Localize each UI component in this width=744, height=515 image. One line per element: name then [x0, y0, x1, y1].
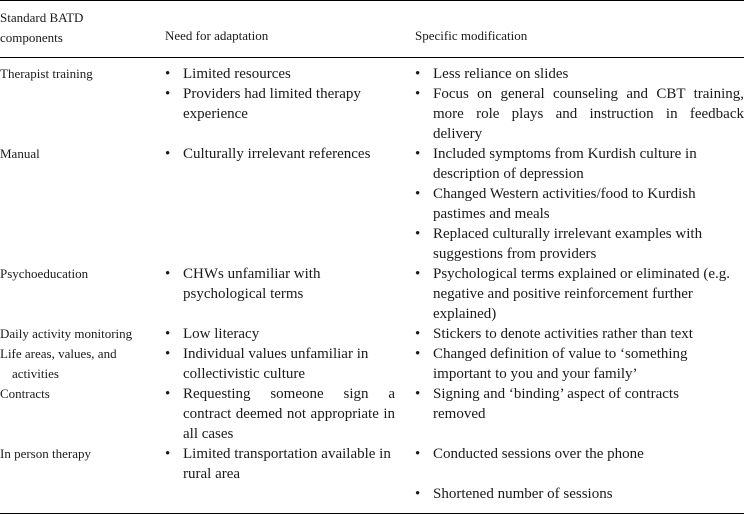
- modification-item: [415, 344, 733, 384]
- bullet: •: [415, 386, 421, 402]
- bullet: •: [415, 446, 421, 462]
- need-text: Individual values unfamiliar in collectivistic culture: [183, 346, 369, 382]
- bullet: •: [415, 186, 421, 202]
- modification-item: [415, 384, 715, 424]
- modification-item: [415, 144, 744, 184]
- modification-text: Less reliance on slides: [433, 66, 569, 82]
- need-item: [165, 64, 405, 84]
- header-components-line2: components: [0, 30, 63, 45]
- row-modifications: [415, 324, 744, 344]
- modification-item: [415, 84, 744, 144]
- modification-text: Changed definition of value to ‘something important to you and your family’: [433, 346, 688, 382]
- need-item: [165, 264, 365, 304]
- row-modifications: [415, 144, 744, 264]
- modification-text: Shortened number of sessions: [433, 486, 613, 502]
- need-item: [165, 84, 405, 124]
- row-needs: [165, 144, 405, 164]
- bullet: •: [165, 446, 171, 462]
- row-needs: [165, 344, 390, 384]
- bullet: •: [415, 266, 421, 282]
- row-component: Contracts: [0, 386, 50, 401]
- modification-text: Signing and ‘binding’ aspect of contracts removed: [433, 386, 679, 422]
- modification-text: Replaced culturally irrelevant examples with suggestions from providers: [433, 226, 703, 262]
- bullet: •: [165, 66, 171, 82]
- row-modifications: [415, 444, 744, 504]
- bullet: •: [415, 86, 421, 102]
- bullet: •: [415, 326, 421, 342]
- modification-text: Included symptoms from Kurdish culture in description of depression: [433, 146, 697, 182]
- modification-item: [415, 324, 744, 344]
- modification-item: [415, 264, 744, 324]
- row-modifications: [415, 64, 744, 144]
- row-component: Manual: [0, 146, 40, 161]
- modification-text: Stickers to denote activities rather than text: [433, 326, 693, 342]
- modification-item: [415, 184, 744, 224]
- modification-text: Conducted sessions over the phone: [433, 446, 644, 462]
- need-text: CHWs unfamiliar with psychological terms: [183, 266, 321, 302]
- row-needs: [165, 264, 365, 304]
- header-modification: Specific modification: [415, 28, 528, 43]
- modification-text: Psychological terms explained or eliminated (e.g. negative and positive reinforcement further explained): [433, 266, 730, 322]
- need-text: Requesting someone sign a contract deemed not appropriate in all cases: [183, 386, 395, 442]
- bullet: •: [415, 226, 421, 242]
- modification-text: Changed Western activities/food to Kurdish pastimes and meals: [433, 186, 696, 222]
- need-text: Low literacy: [183, 326, 260, 342]
- bullet: •: [415, 486, 421, 502]
- header-components: [0, 8, 150, 48]
- modification-item: [415, 484, 744, 504]
- modification-item: [415, 224, 744, 264]
- need-item: [165, 344, 390, 384]
- row-component: In person therapy: [0, 446, 91, 461]
- row-component: Therapist training: [0, 66, 93, 81]
- bullet: •: [165, 326, 171, 342]
- table-bottom-rule: [0, 513, 744, 514]
- header-components-line1: Standard BATD: [0, 10, 84, 25]
- need-text: Limited resources: [183, 66, 291, 82]
- row-component: Daily activity monitoring: [0, 326, 133, 341]
- row-modifications: [415, 264, 744, 324]
- need-item: [165, 144, 405, 164]
- modification-item: [415, 64, 744, 84]
- modification-item: [415, 444, 744, 464]
- row-needs: [165, 444, 395, 484]
- bullet: •: [415, 146, 421, 162]
- need-item: [165, 384, 395, 444]
- header-need: Need for adaptation: [165, 28, 269, 43]
- component-text: Life areas, values, and activities: [0, 346, 117, 381]
- need-item: [165, 324, 405, 344]
- row-modifications: [415, 344, 733, 384]
- row-component: Psychoeducation: [0, 266, 89, 281]
- bullet: •: [165, 346, 171, 362]
- modification-text: Focus on general counseling and CBT training, more role plays and instruction in feedback delivery: [433, 86, 744, 142]
- row-needs: [165, 64, 405, 124]
- need-text: Limited transportation available in rural area: [183, 446, 391, 482]
- row-needs: [165, 324, 405, 344]
- bullet: •: [415, 346, 421, 362]
- bullet: •: [165, 86, 171, 102]
- bullet: •: [165, 386, 171, 402]
- bullet: •: [165, 146, 171, 162]
- need-item: [165, 444, 395, 484]
- row-needs: [165, 384, 395, 444]
- need-text: Culturally irrelevant references: [183, 146, 371, 162]
- header-rule: [0, 57, 744, 58]
- row-modifications: [415, 384, 715, 424]
- row-component: [0, 344, 148, 384]
- bullet: •: [165, 266, 171, 282]
- need-text: Providers had limited therapy experience: [183, 86, 361, 122]
- bullet: •: [415, 66, 421, 82]
- table-top-rule: [0, 0, 744, 1]
